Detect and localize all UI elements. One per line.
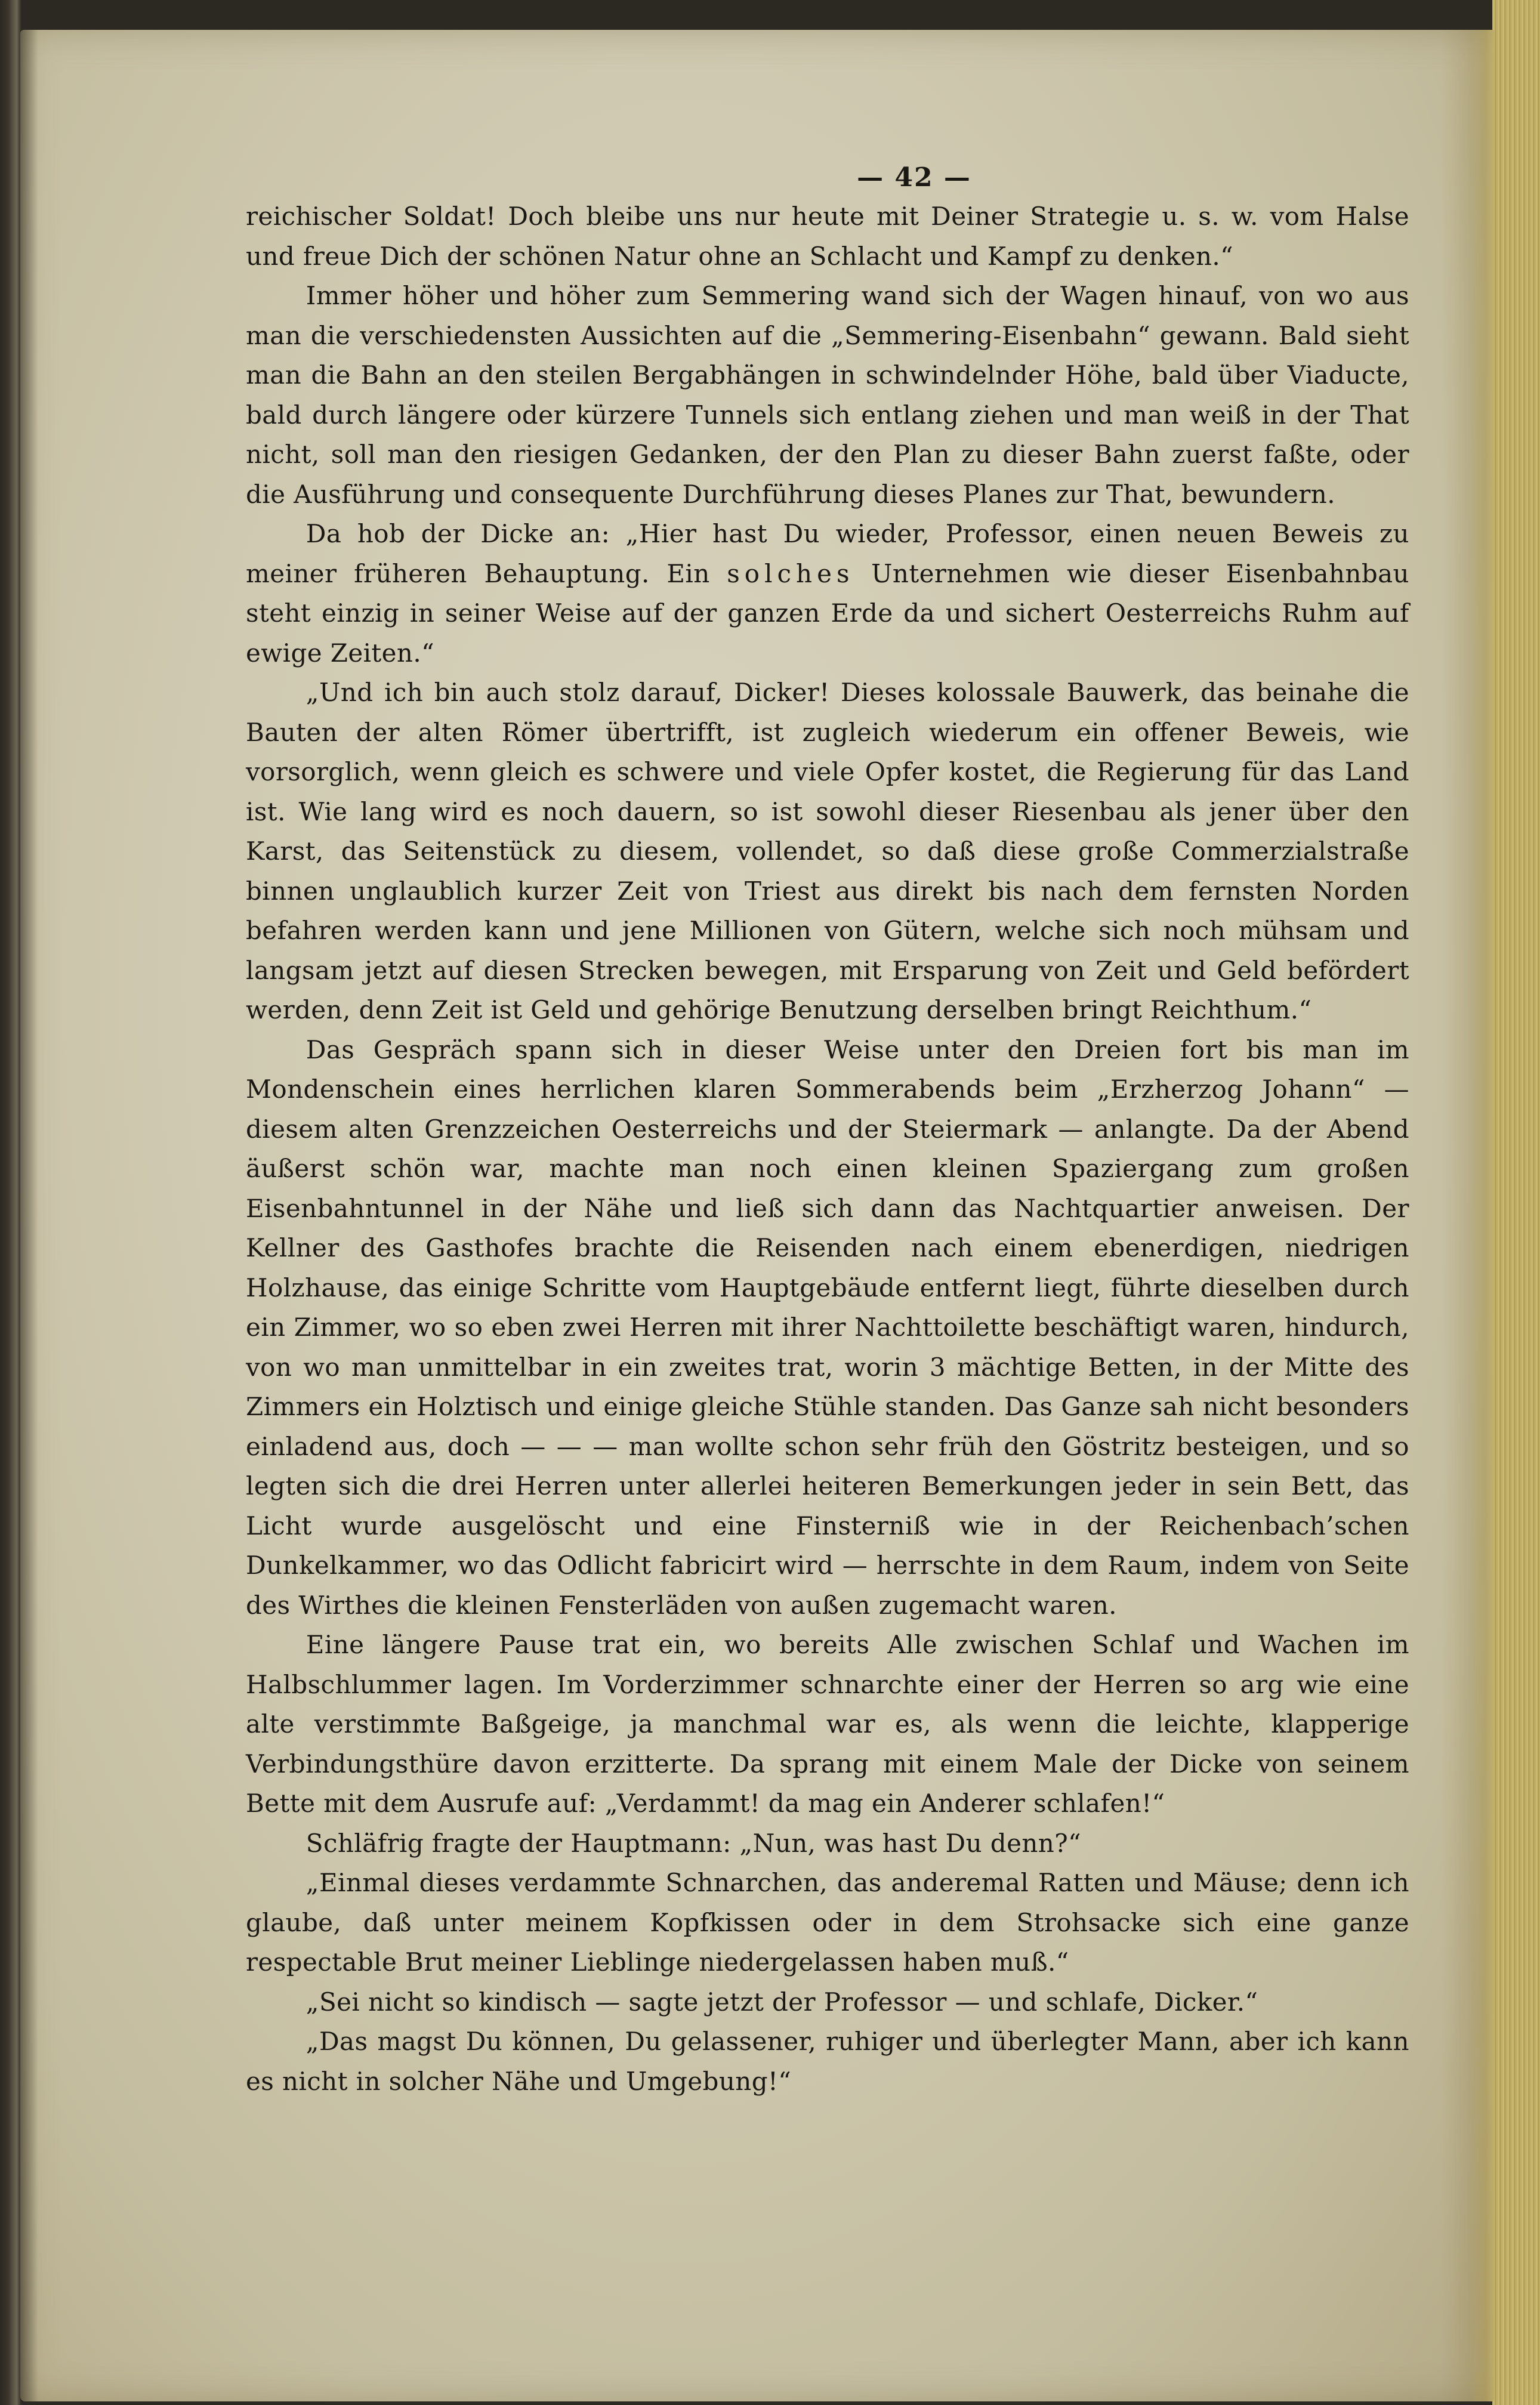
- paragraph-5: Das Gespräch spann sich in dieser Weise unter den Dreien fort bis man im Mondenschein eines herrlichen klaren Sommerabends beim „Erzherzog Johann“ — diesem alten Grenzzeichen Oesterreichs und der Steiermark — anlangte. Da der Abend äußerst schön war, machte man noch einen kleinen Spaziergang zum großen Eisenbahntunnel in der Nähe und ließ sich dann das Nachtquartier anweisen. Der Kellner des Gasthofes brachte die Reisenden nach einem ebenerdigen, niedrigen Holzhause, das einige Schritte vom Hauptgebäude entfernt liegt, führte dieselben durch ein Zimmer, wo so eben zwei Herren mit ihrer Nachttoilette beschäftigt waren, hindurch, von wo man unmittelbar in ein zweites trat, worin 3 mächtige Betten, in der Mitte des Zimmers ein Holztisch und einige gleiche Stühle standen. Das Ganze sah nicht besonders einladend aus, doch — — — man wollte schon sehr früh den Göstritz besteigen, und so legten sich die drei Herren unter allerlei heiteren Bemerkungen jeder in sein Bett, das Licht wurde ausgelöscht und eine Finsterniß wie in der Reichenbach’schen Dunkelkammer, wo das Odlicht fabricirt wird — herrschte in dem Raum, indem von Seite des Wirthes die kleinen Fensterläden von außen zugemacht waren.: [246, 1035, 1409, 1620]
- gutter-shadow: [20, 30, 38, 2401]
- paragraph-7: Schläfrig fragte der Hauptmann: „Nun, was hast Du denn?“: [305, 1828, 1082, 1858]
- paragraph-8: „Einmal dieses verdammte Schnarchen, das anderemal Ratten und Mäuse; denn ich glaube, daß unter meinem Kopfkissen oder in dem Strohsacke sich eine ganze respectable Brut meiner Lieblinge niedergelassen haben muß.“: [246, 1868, 1409, 1977]
- paragraph-3-emphasis: solches: [727, 558, 854, 588]
- paragraph-2: Immer höher und höher zum Semmering wand sich der Wagen hinauf, von wo aus man die verschiedensten Aussichten auf die „Semmering-Eisenbahn“ gewann. Bald sieht man die Bahn an den steilen Bergabhängen in schwindelnder Höhe, bald über Viaducte, bald durch längere oder kürzere Tunnels sich entlang ziehen und man weiß in der That nicht, soll man den riesigen Gedanken, der den Plan zu dieser Bahn zuerst faßte, oder die Ausführung und consequente Durchführung dieses Planes zur That, bewundern.: [246, 281, 1409, 509]
- book-edge: [1492, 0, 1540, 2405]
- paragraph-4: „Und ich bin auch stolz darauf, Dicker! Dieses kolossale Bauwerk, das beinahe die Bauten der alten Römer übertrifft, ist zugleich wiederum ein offener Beweis, wie vorsorglich, wenn gleich es schwere und viele Opfer kostet, die Regierung für das Land ist. Wie lang wird es noch dauern, so ist sowohl dieser Riesenbau als jener über den Karst, das Seitenstück zu diesem, vollendet, so daß diese große Commerzialstraße binnen unglaublich kurzer Zeit von Triest aus direkt bis nach dem fernsten Norden befahren werden kann und jene Millionen von Gütern, welche sich noch mühsam und langsam jetzt auf diesen Strecken bewegen, mit Ersparung von Zeit und Geld befördert werden, denn Zeit ist Geld und gehörige Benutzung derselben bringt Reichthum.“: [246, 678, 1409, 1024]
- paragraph-1: reichischer Soldat! Doch bleibe uns nur heute mit Deiner Strategie u. s. w. vom Halse und freue Dich der schönen Natur ohne an Schlacht und Kampf zu denken.“: [246, 202, 1409, 271]
- paragraph-10: „Das magst Du können, Du gelassener, ruhiger und überlegter Mann, aber ich kann es nicht in solcher Nähe und Umgebung!“: [246, 2027, 1409, 2096]
- paragraph-3: [246, 514, 1409, 673]
- page-edge-tint: [1440, 30, 1494, 2401]
- text-block: [246, 161, 1409, 2101]
- paragraph-6: Eine längere Pause trat ein, wo bereits Alle zwischen Schlaf und Wachen im Halbschlummer lagen. Im Vorderzimmer schnarchte einer der Herren so arg wie eine alte verstimmte Baßgeige, ja manchmal war es, als wenn die leichte, klapperige Verbindungsthüre davon erzitterte. Da sprang mit einem Male der Dicke von seinem Bette mit dem Ausrufe auf: „Verdammt! da mag ein Anderer schlafen!“: [246, 1630, 1409, 1818]
- paragraph-9: „Sei nicht so kindisch — sagte jetzt der Professor — und schlafe, Dicker.“: [305, 1987, 1258, 2017]
- paragraph-3-after: Unternehmen wie dieser Eisenbahnbau steht einzig in seiner Weise auf der ganzen Erde da und sichert Oesterreichs Ruhm auf ewige Zeiten.“: [246, 558, 1409, 668]
- paragraph-3-before: Da hob der Dicke an: „Hier hast Du wieder, Professor, einen neuen Beweis zu meiner früheren Behauptung. Ein: [246, 519, 1409, 588]
- page-number: — 42 —: [857, 162, 971, 193]
